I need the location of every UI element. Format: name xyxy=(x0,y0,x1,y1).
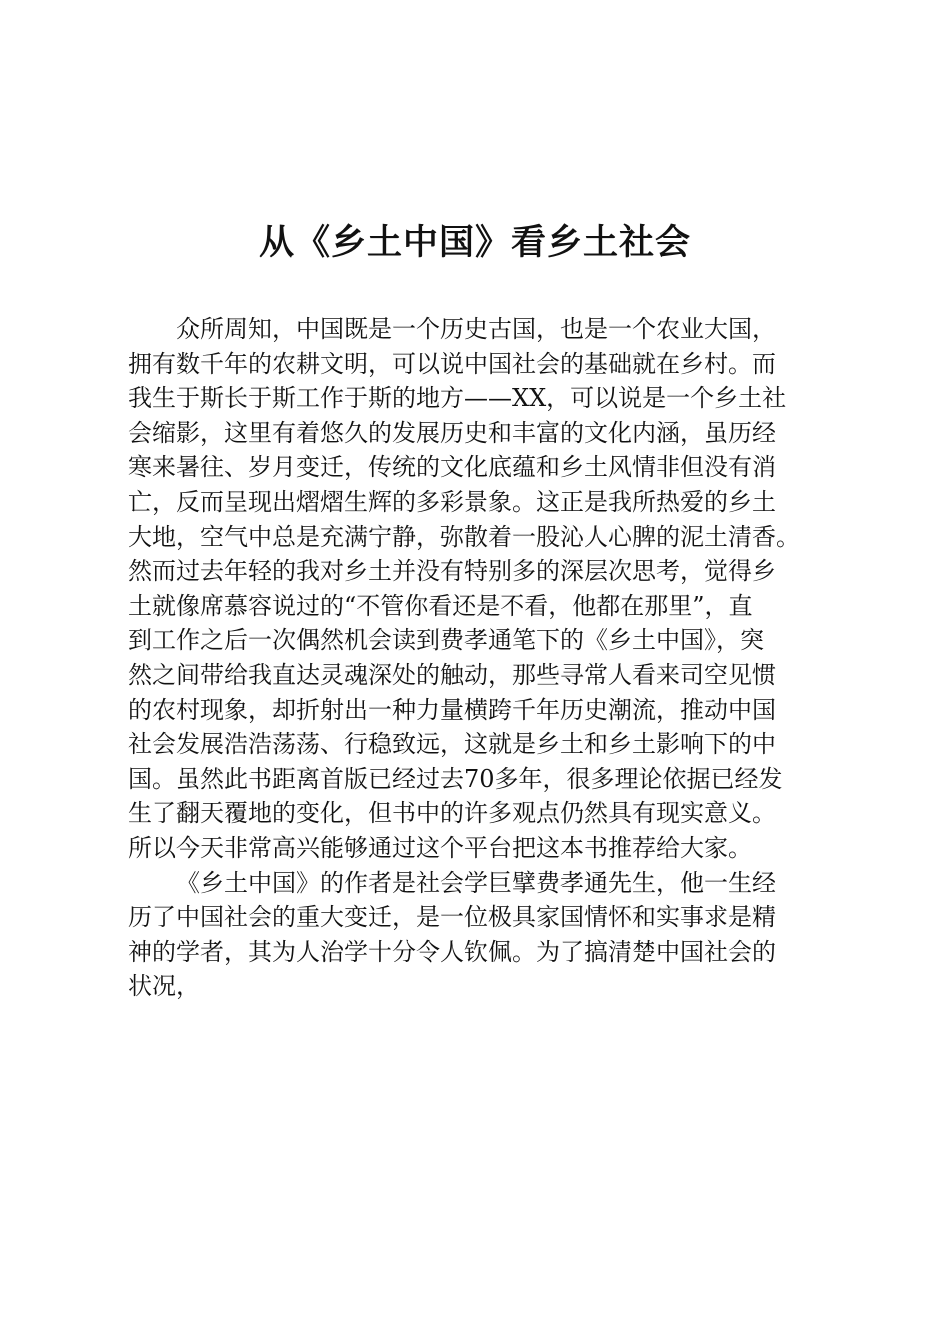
paragraph-1 xyxy=(128,312,848,866)
paragraph-line: 神的学者，其为人治学十分令人钦佩。为了搞清楚中国社会的 xyxy=(128,937,776,966)
paragraph-line: 寒来暑往、岁月变迁，传统的文化底蕴和乡土风情非但没有消 xyxy=(128,453,776,482)
paragraph-line: 亡，反而呈现出熠熠生辉的多彩景象。这正是我所热爱的乡土 xyxy=(128,487,776,516)
paragraph-line: 国。虽然此书距离首版已经过去70多年，很多理论依据已经发 xyxy=(128,764,783,793)
paragraph-line: 社会发展浩浩荡荡、行稳致远，这就是乡土和乡土影响下的中 xyxy=(128,730,776,759)
paragraph-line: 土就像席慕容说过的“不管你看还是不看，他都在那里”，直 xyxy=(128,591,753,620)
document-body xyxy=(128,312,848,1004)
paragraph-line: 会缩影，这里有着悠久的发展历史和丰富的文化内涵，虽历经 xyxy=(128,418,776,447)
paragraph-line: 《乡土中国》的作者是社会学巨擘费孝通先生，他一生经 xyxy=(176,868,776,897)
paragraph-line: 我生于斯长于斯工作于斯的地方——XX，可以说是一个乡土社 xyxy=(128,384,787,413)
paragraph-2 xyxy=(128,866,848,1004)
paragraph-line: 的农村现象，却折射出一种力量横跨千年历史潮流，推动中国 xyxy=(128,695,776,724)
paragraph-line: 所以今天非常高兴能够通过这个平台把这本书推荐给大家。 xyxy=(128,833,752,862)
paragraph-line: 然而过去年轻的我对乡土并没有特别多的深层次思考，觉得乡 xyxy=(128,557,776,586)
paragraph-line: 状况， xyxy=(128,972,200,1001)
paragraph-line: 大地，空气中总是充满宁静，弥散着一股沁人心脾的泥土清香。 xyxy=(128,522,800,551)
paragraph-line: 众所周知，中国既是一个历史古国，也是一个农业大国， xyxy=(176,315,776,343)
paragraph-line: 生了翻天覆地的变化，但书中的许多观点仍然具有现实意义。 xyxy=(128,799,776,828)
paragraph-line: 历了中国社会的重大变迁，是一位极具家国情怀和实事求是精 xyxy=(128,903,776,932)
paragraph-line: 拥有数千年的农耕文明，可以说中国社会的基础就在乡村。而 xyxy=(128,349,776,378)
paragraph-line: 到工作之后一次偶然机会读到费孝通笔下的《乡土中国》，突 xyxy=(128,626,764,655)
paragraph-line: 然之间带给我直达灵魂深处的触动，那些寻常人看来司空见惯 xyxy=(128,660,776,689)
document-title: 从《乡土中国》看乡土社会 xyxy=(258,222,691,263)
